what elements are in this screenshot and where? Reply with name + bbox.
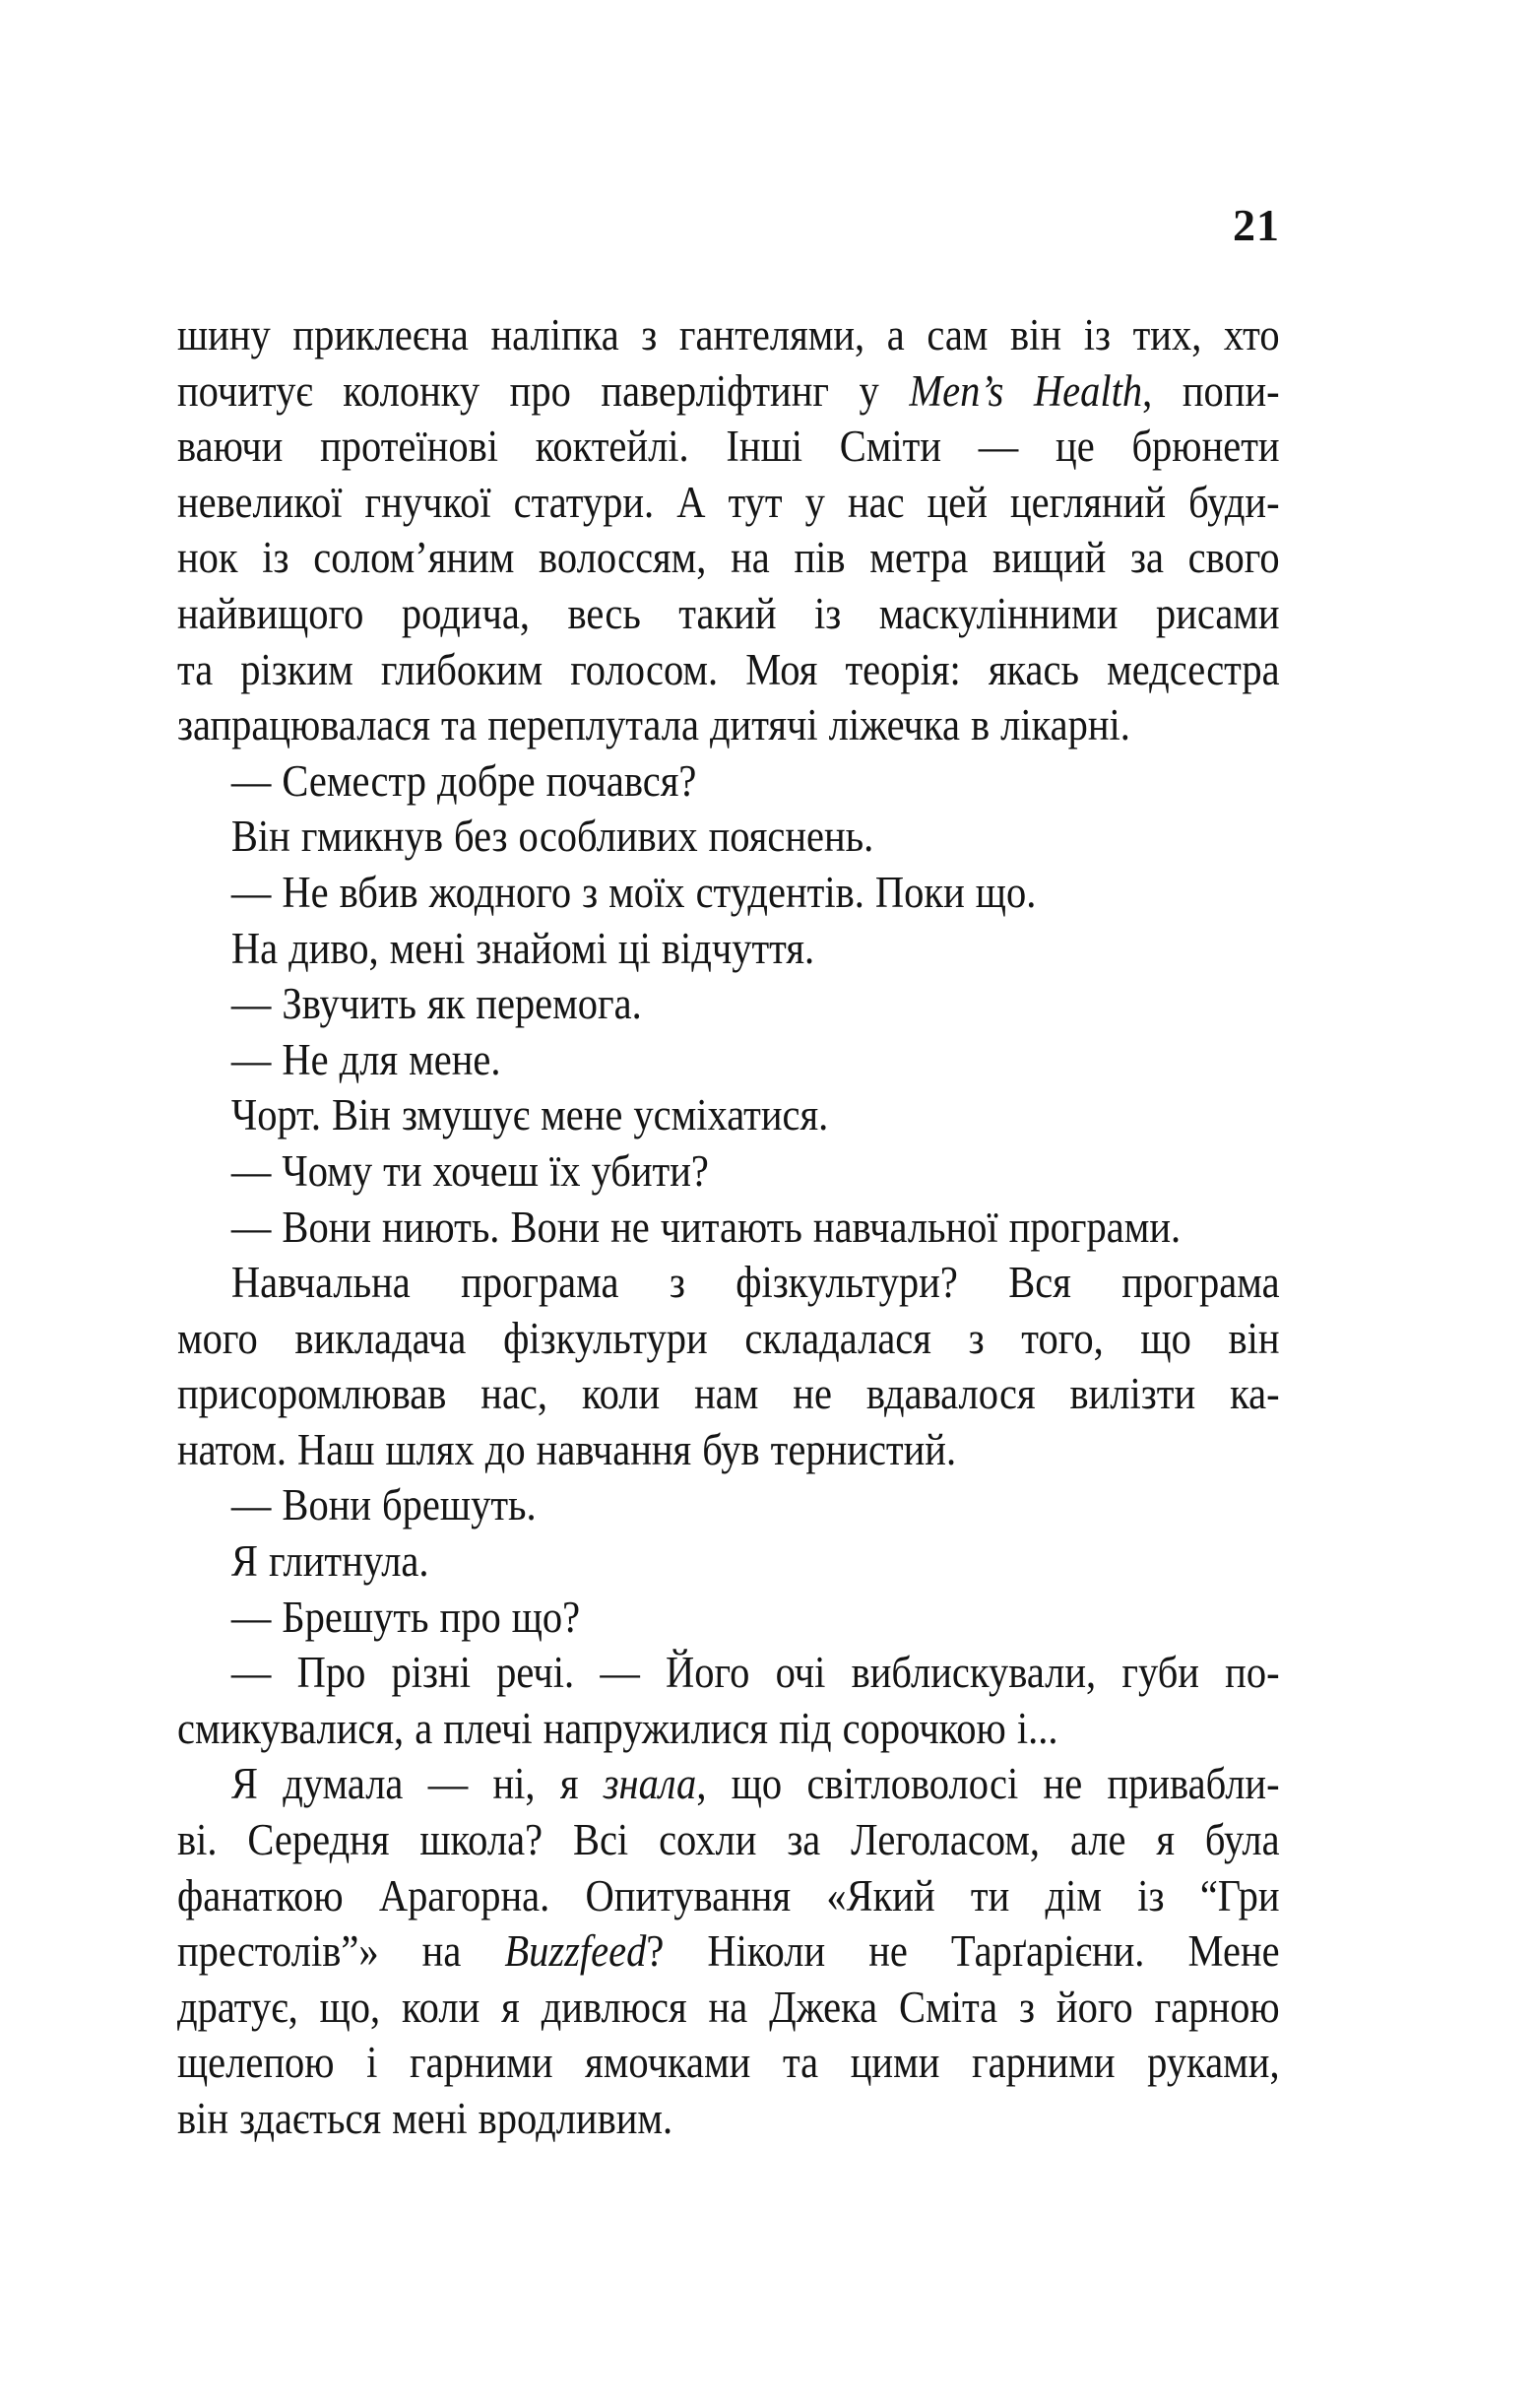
text-segment: найвищого родича, весь такий із маскулінними рисами xyxy=(177,588,1280,638)
page-text xyxy=(177,307,1280,2147)
text-line xyxy=(177,1533,1280,1590)
text-line xyxy=(177,419,1280,475)
text-line xyxy=(177,475,1280,531)
text-segment: — Про різні речі. — Його очі виблискували, губи по- xyxy=(230,1648,1280,1698)
italic-text-segment: Men’s Health xyxy=(909,365,1143,416)
text-segment: та різким глибоким голосом. Моя теорія: якась медсестра xyxy=(177,644,1280,694)
text-line xyxy=(177,1590,1280,1646)
text-segment: нок із солом’яним волоссям, на пів метра вищий за свого xyxy=(177,533,1280,583)
text-line xyxy=(177,1087,1280,1143)
text-segment: — Не для мене. xyxy=(230,1034,501,1084)
text-line xyxy=(177,1477,1280,1533)
text-segment: почитує колонку про паверліфтинг у xyxy=(177,365,910,416)
text-line xyxy=(177,307,1280,363)
text-segment: Навчальна програма з фізкультури? Вся програма xyxy=(230,1258,1280,1308)
text-line xyxy=(177,1756,1280,1812)
text-segment: Я глитнула. xyxy=(230,1536,429,1587)
text-segment: фанаткою Арагорна. Опитування «Який ти дім із “Гри xyxy=(177,1870,1280,1920)
text-segment: — Семестр добре почався? xyxy=(230,755,697,806)
text-line xyxy=(177,1868,1280,1924)
text-line xyxy=(177,1980,1280,2036)
text-segment: — Не вбив жодного з моїх студентів. Поки що. xyxy=(230,867,1037,917)
text-segment: На диво, мені знайомі ці відчуття. xyxy=(230,923,815,973)
text-segment: — Вони брешуть. xyxy=(230,1480,537,1530)
text-segment: смикувалися, а плечі напружилися під сорочкою і... xyxy=(177,1703,1058,1753)
text-line xyxy=(177,976,1280,1032)
text-segment: — Брешуть про що? xyxy=(230,1592,581,1642)
text-segment: невеликої гнучкої статури. А тут у нас цей цегляний буди- xyxy=(177,477,1280,527)
text-line xyxy=(177,1366,1280,1422)
text-segment: натом. Наш шлях до навчання був тернистий. xyxy=(177,1424,957,1474)
text-segment: він здається мені вродливим. xyxy=(177,2094,673,2143)
text-line xyxy=(177,865,1280,921)
text-segment: щелепою і гарними ямочками та цими гарними руками, xyxy=(177,2038,1280,2088)
text-segment: Він гмикнув без особливих пояснень. xyxy=(230,812,874,862)
text-segment: ві. Середня школа? Всі сохли за Леголасом, але я була xyxy=(177,1815,1280,1865)
text-line xyxy=(177,2035,1280,2091)
text-segment: шину приклеєна наліпка з гантелями, а сам він із тих, хто xyxy=(177,310,1280,359)
text-line xyxy=(177,809,1280,865)
text-line xyxy=(177,530,1280,586)
text-line xyxy=(177,1645,1280,1701)
text-line xyxy=(177,642,1280,698)
text-line xyxy=(177,2091,1280,2147)
italic-text-segment: знала xyxy=(603,1759,697,1809)
page-number: 21 xyxy=(1233,200,1280,250)
text-line xyxy=(177,1701,1280,1757)
text-segment: ? Ніколи не Тарґарієни. Мене xyxy=(646,1926,1280,1977)
text-line xyxy=(177,1311,1280,1367)
text-line xyxy=(177,1923,1280,1980)
text-segment: Чорт. Він змушує мене усміхатися. xyxy=(230,1090,829,1140)
text-line xyxy=(177,1032,1280,1088)
text-segment: присоромлював нас, коли нам не вдавалося вилізти ка- xyxy=(177,1369,1280,1419)
text-segment: , попи- xyxy=(1142,365,1280,416)
text-line xyxy=(177,921,1280,977)
text-line xyxy=(177,1255,1280,1311)
text-segment: ваючи протеїнові коктейлі. Інші Сміти — це брюнети xyxy=(177,422,1280,472)
italic-text-segment: Buzzfeed xyxy=(504,1926,647,1977)
text-segment: Я думала — ні, я xyxy=(230,1759,604,1809)
text-line xyxy=(177,1143,1280,1200)
text-line xyxy=(177,363,1280,420)
text-segment: — Вони ниють. Вони не читають навчальної програми. xyxy=(230,1202,1182,1252)
text-segment: запрацювалася та переплутала дитячі ліжечка в лікарні. xyxy=(177,700,1130,750)
text-segment: — Чому ти хочеш їх убити? xyxy=(230,1145,709,1196)
text-segment: мого викладача фізкультури складалася з того, що він xyxy=(177,1313,1280,1363)
text-line xyxy=(177,753,1280,810)
text-line xyxy=(177,697,1280,753)
text-line xyxy=(177,1812,1280,1868)
text-segment: — Звучить як перемога. xyxy=(230,979,642,1029)
text-segment: , що світловолосі не привабли- xyxy=(696,1759,1280,1809)
text-segment: престолів”» на xyxy=(177,1926,505,1977)
text-line xyxy=(177,586,1280,642)
text-segment: дратує, що, коли я дивлюся на Джека Сміта з його гарною xyxy=(177,1982,1280,2032)
text-line xyxy=(177,1200,1280,1256)
text-line xyxy=(177,1422,1280,1478)
